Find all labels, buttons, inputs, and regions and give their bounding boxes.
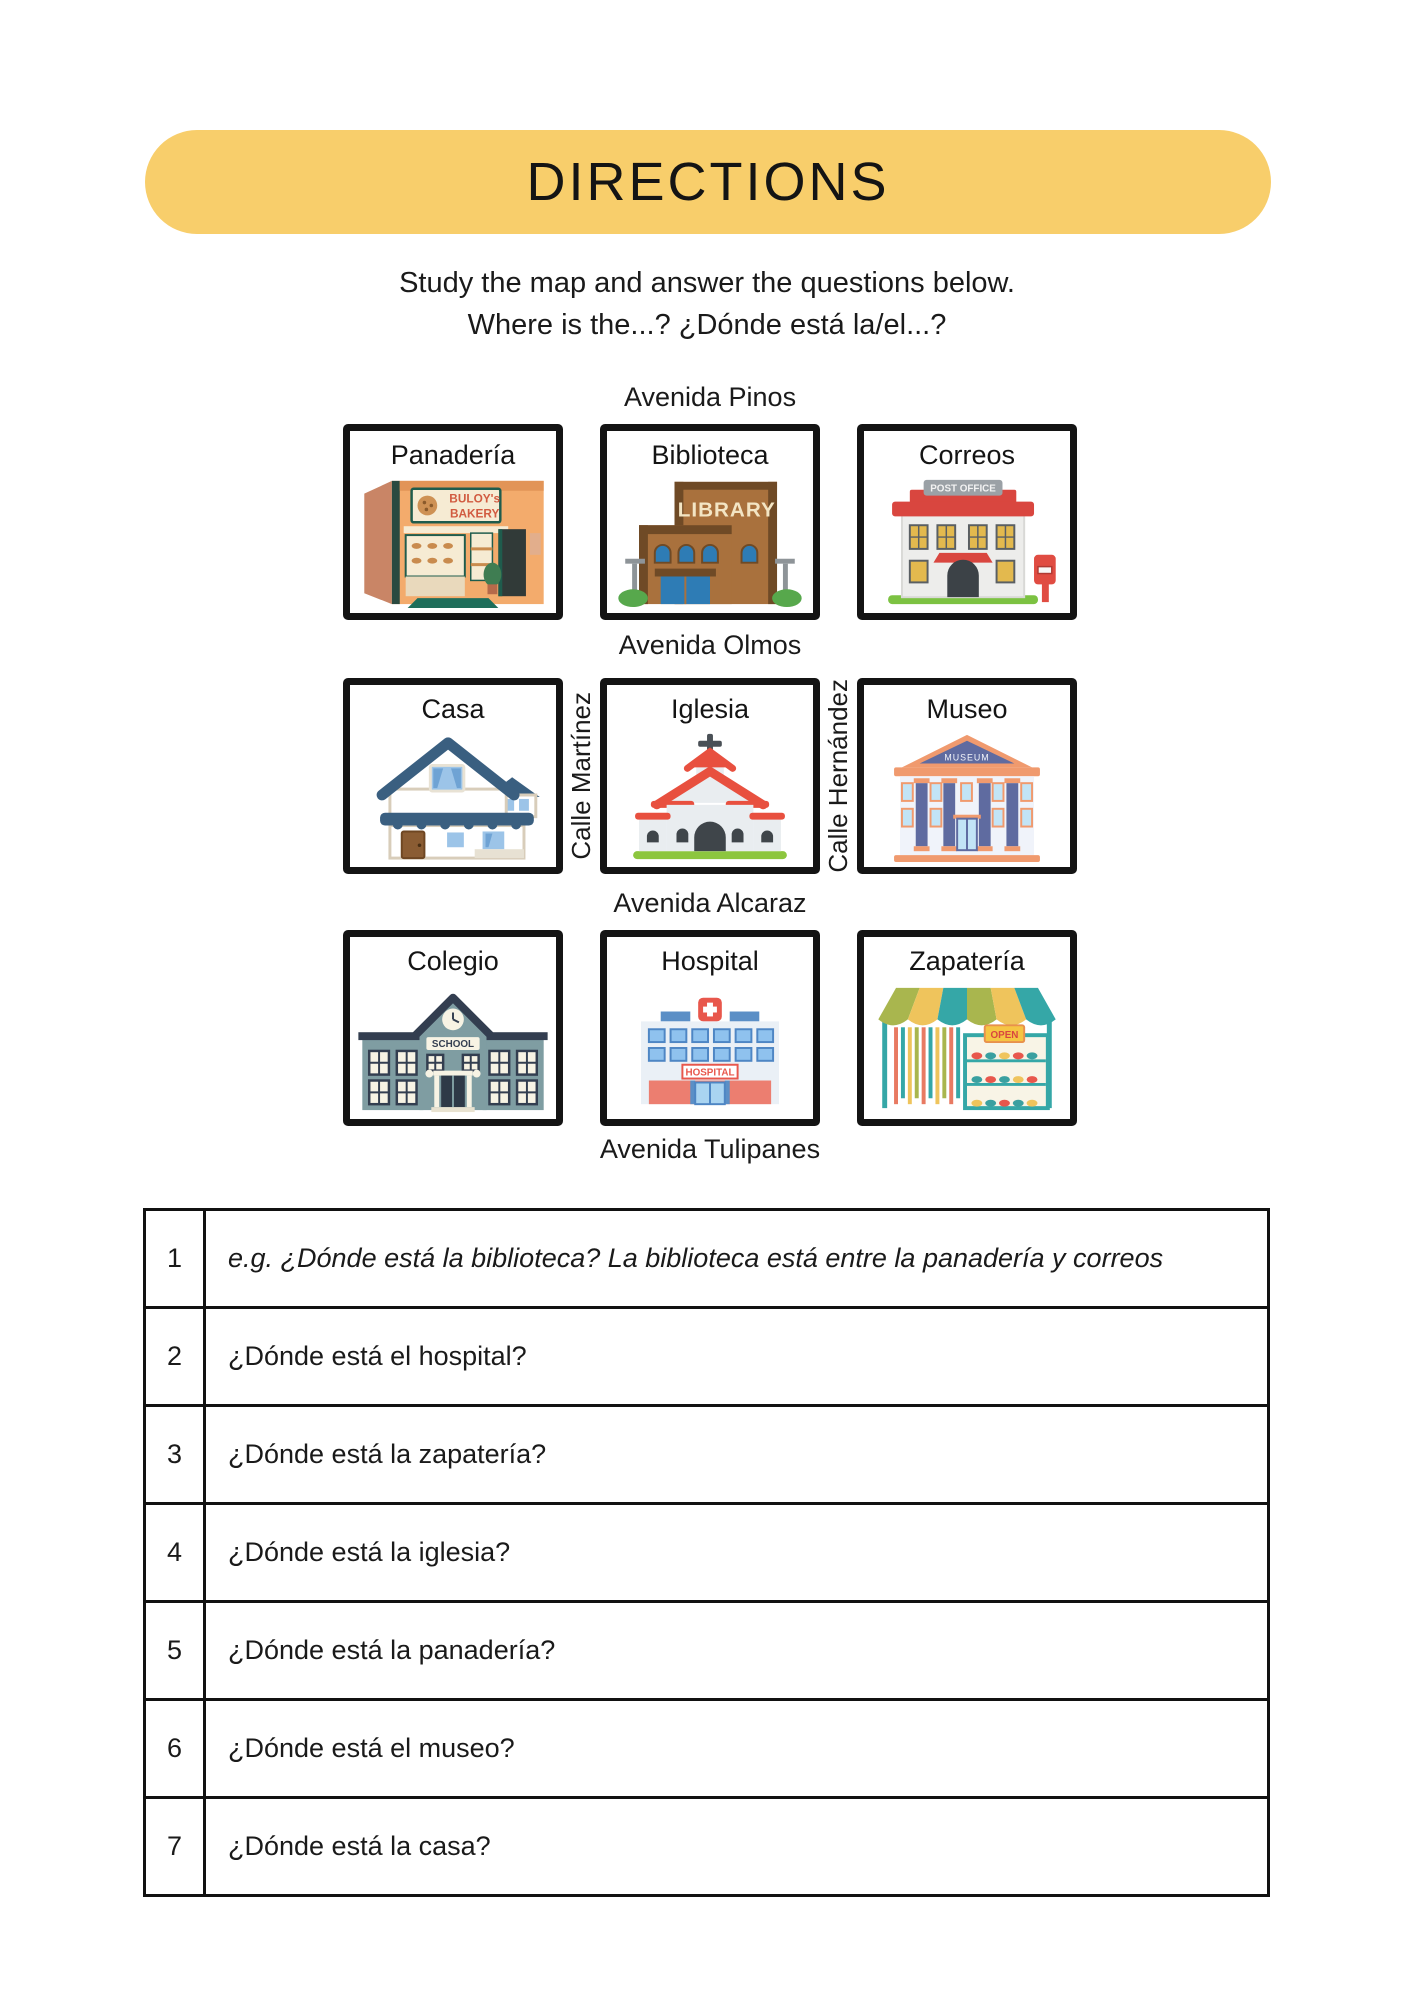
- cell-label: Correos: [918, 440, 1016, 470]
- street-label-avenida-pinos: Avenida Pinos: [623, 382, 797, 412]
- question-table: [143, 1208, 1270, 1897]
- cell-label: Colegio: [407, 946, 499, 976]
- cell-label: Panadería: [390, 440, 516, 470]
- post-office-sign: POST OFFICE: [930, 483, 996, 495]
- cell-label: Hospital: [661, 946, 759, 976]
- cell-label: Casa: [421, 694, 485, 724]
- map-cell-colegio: [343, 930, 563, 1126]
- question-text: ¿Dónde está la zapatería?: [205, 1406, 1269, 1504]
- map-cell-hospital: [600, 930, 820, 1126]
- question-text: e.g. ¿Dónde está la biblioteca? La biblioteca está entre la panadería y correos: [205, 1210, 1269, 1308]
- question-number: 2: [145, 1308, 205, 1406]
- map-cell-iglesia: [600, 678, 820, 874]
- bakery-icon: [354, 472, 552, 610]
- town-map: [343, 382, 1077, 1182]
- question-row: [145, 1210, 1269, 1308]
- question-number: 3: [145, 1406, 205, 1504]
- question-text: ¿Dónde está la iglesia?: [205, 1504, 1269, 1602]
- cell-label: Biblioteca: [651, 440, 769, 470]
- instructions: [0, 262, 1414, 346]
- question-number: 4: [145, 1504, 205, 1602]
- cell-label: Zapatería: [909, 946, 1025, 976]
- question-row: [145, 1308, 1269, 1406]
- museum-icon: [868, 726, 1066, 864]
- question-row: [145, 1406, 1269, 1504]
- library-sign: LIBRARY: [677, 498, 776, 522]
- church-icon: [611, 726, 809, 864]
- cell-label: Museo: [926, 694, 1008, 724]
- street-label-avenida-olmos: Avenida Olmos: [618, 630, 802, 660]
- street-label-avenida-alcaraz: Avenida Alcaraz: [613, 888, 807, 918]
- street-label-calle-martinez: Calle Martínez: [566, 692, 596, 860]
- question-text: ¿Dónde está el hospital?: [205, 1308, 1269, 1406]
- page-title: DIRECTIONS: [526, 152, 890, 212]
- question-text: ¿Dónde está la casa?: [205, 1798, 1269, 1896]
- map-cell-zapateria: [857, 930, 1077, 1126]
- question-text: ¿Dónde está el museo?: [205, 1700, 1269, 1798]
- museum-sign: MUSEUM: [944, 752, 990, 763]
- question-text: ¿Dónde está la panadería?: [205, 1602, 1269, 1700]
- hospital-sign: HOSPITAL: [685, 1067, 735, 1079]
- question-number: 5: [145, 1602, 205, 1700]
- map-cell-panaderia: [343, 424, 563, 620]
- map-cell-museo: [857, 678, 1077, 874]
- question-row: [145, 1700, 1269, 1798]
- title-banner: [145, 130, 1271, 234]
- question-number: 7: [145, 1798, 205, 1896]
- bakery-sign-line2: BAKERY: [449, 506, 500, 521]
- map-cell-biblioteca: [600, 424, 820, 620]
- map-cell-casa: [343, 678, 563, 874]
- cell-label: Iglesia: [670, 694, 750, 724]
- library-icon: [611, 472, 809, 610]
- instruction-line-2: Where is the...? ¿Dónde está la/el...?: [467, 309, 947, 341]
- question-row: [145, 1602, 1269, 1700]
- post-office-icon: [868, 472, 1066, 610]
- instruction-line-1: Study the map and answer the questions below.: [399, 267, 1015, 299]
- street-label-calle-hernandez: Calle Hernández: [823, 679, 853, 873]
- school-sign: SCHOOL: [431, 1039, 475, 1050]
- map-cell-correos: [857, 424, 1077, 620]
- question-row: [145, 1504, 1269, 1602]
- question-number: 1: [145, 1210, 205, 1308]
- open-sign: OPEN: [990, 1030, 1019, 1042]
- house-icon: [354, 726, 552, 864]
- question-row: [145, 1798, 1269, 1896]
- bakery-sign-line1: BULOY's: [449, 491, 501, 506]
- question-number: 6: [145, 1700, 205, 1798]
- shoe-store-icon: [868, 978, 1066, 1116]
- hospital-icon: [611, 978, 809, 1116]
- street-label-avenida-tulipanes: Avenida Tulipanes: [599, 1134, 821, 1164]
- school-icon: [354, 978, 552, 1116]
